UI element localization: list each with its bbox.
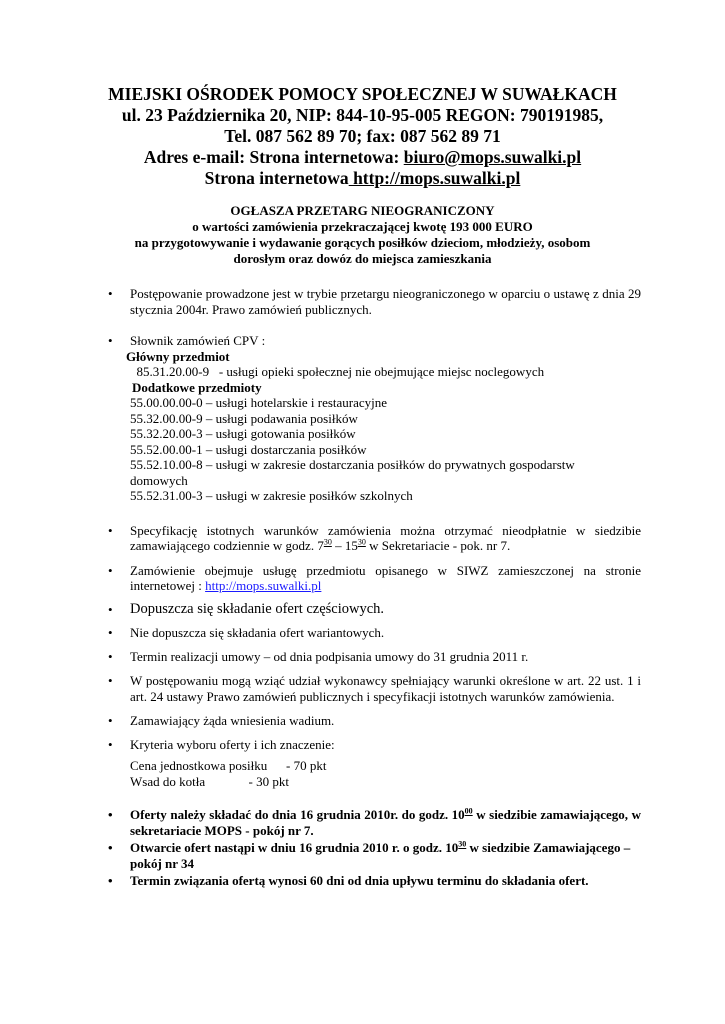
cpv-code: 55.00.00.00-0 – usługi hotelarskie i restauracyjne	[130, 395, 388, 410]
notice-line-3: dorosłym oraz dowóz do miejsca zamieszkania	[233, 251, 492, 266]
cpv-code: 55.32.00.00-9 – usługi podawania posiłków	[130, 410, 358, 426]
institution-name: MIEJSKI OŚRODEK POMOCY SPOŁECZNEJ W SUWAŁKACH	[108, 84, 617, 104]
list-item-partial-offers: • Dopuszcza się składanie ofert częściowych.	[104, 602, 641, 618]
siwz-link[interactable]: http://mops.suwalki.pl	[205, 578, 322, 593]
notice-line-2: na przygotowywanie i wydawanie gorących posiłków dzieciom, młodzieży, osobom	[134, 235, 591, 250]
institution-email-line: Adres e-mail: Strona internetowa: biuro@mops.suwalki.pl	[143, 147, 582, 167]
institution-address: ul. 23 Października 20, NIP: 844-10-95-005 REGON: 790191985,	[121, 105, 604, 125]
criteria-points: - 70 pkt	[286, 758, 327, 773]
list-item-deposit: • Zamawiający żąda wniesienia wadium.	[104, 713, 641, 729]
cpv-additional-label: Dodatkowe przedmioty	[132, 379, 262, 395]
institution-website-line: Strona internetowa http://mops.suwalki.pl	[204, 168, 521, 188]
cpv-main-code: 85.31.20.00-9 - usługi opieki społecznej nie obejmujące miejsc noclegowych	[130, 364, 545, 379]
criteria-row	[130, 758, 641, 774]
list-item-specification: • Specyfikację istotnych warunków zamówienia można otrzymać nieodpłatnie w siedzibie zamawiającego codziennie w godz. $7^{30} - 15^{30}$ w Sekretariacie - pok. nr 7.	[104, 523, 641, 554]
tender-details	[104, 286, 641, 889]
list-item-binding-period: • Termin związania ofertą wynosi 60 dni od dnia upływu terminu do składania ofert.	[104, 873, 641, 889]
criteria-points: - 30 pkt	[203, 773, 289, 789]
list-item-procedure: • Postępowanie prowadzone jest w trybie przetargu nieograniczonego w oparciu o ustawę z dnia 29 stycznia 2004r. Prawo zamówień publicznych.	[104, 286, 641, 317]
list-item-variant-offers: • Nie dopuszcza się składania ofert wariantowych.	[104, 625, 641, 641]
criteria-name: Cena jednostkowa posiłku	[130, 758, 268, 773]
cpv-code: 55.52.31.00-3 – usługi w zakresie posiłków szkolnych	[130, 488, 413, 503]
email-link[interactable]: biuro@mops.suwalki.pl	[403, 147, 582, 167]
list-item-conditions: • W postępowaniu mogą wziąć udział wykonawcy spełniający warunki określone w art. 22 ust. 1 i art. 24 ustawy Prawo zamówień publicznych i specyfikacji istotnych warunków zamówienia.	[104, 673, 641, 704]
criteria-row	[130, 774, 641, 790]
notice-line-1: o wartości zamówienia przekraczającej kwotę 193 000 EURO	[192, 219, 533, 234]
list-item-offer-deadline: • Oferty należy składać do dnia 16 grudnia 2010r. do godz. $10^{00}$ w siedzibie zamawiającego, w sekretariacie MOPS - pokój nr 7.	[104, 807, 641, 838]
list-item-cpv	[104, 333, 641, 504]
notice-title: OGŁASZA PRZETARG NIEOGRANICZONY	[230, 203, 495, 218]
cpv-code: 55.52.10.00-8 – usługi w zakresie dostarczania posiłków do prywatnych gospodarstw domowych	[130, 457, 575, 488]
list-item-order-scope: • Zamówienie obejmuje usługę przedmiotu opisanego w SIWZ zamieszczonej na stronie internetowej : http://mops.suwalki.pl	[104, 563, 641, 594]
criteria-name: Wsad do kotła	[130, 773, 206, 789]
institution-header	[0, 84, 725, 189]
institution-phone: Tel. 087 562 89 70; fax: 087 562 89 71	[224, 126, 501, 146]
cpv-code: 55.32.20.00-3 – usługi gotowania posiłków	[130, 426, 356, 441]
list-item-offer-opening: • Otwarcie ofert nastąpi w dniu 16 grudnia 2010 r. o godz. $10^{30}$ w siedzibie Zamawiającego – pokój nr 34	[104, 840, 641, 871]
cpv-main-label: Główny przedmiot	[126, 348, 230, 364]
cpv-title: • Słownik zamówień CPV :	[130, 333, 266, 348]
cpv-code: 55.52.00.00-1 – usługi dostarczania posiłków	[130, 441, 367, 457]
list-item-criteria	[104, 737, 641, 790]
tender-notice	[0, 203, 725, 267]
website-link[interactable]: http://mops.suwalki.pl	[348, 168, 521, 188]
list-item-contract-term: • Termin realizacji umowy – od dnia podpisania umowy do 31 grudnia 2011 r.	[104, 649, 641, 665]
criteria-title: • Kryteria wyboru oferty i ich znaczenie:	[130, 736, 335, 752]
